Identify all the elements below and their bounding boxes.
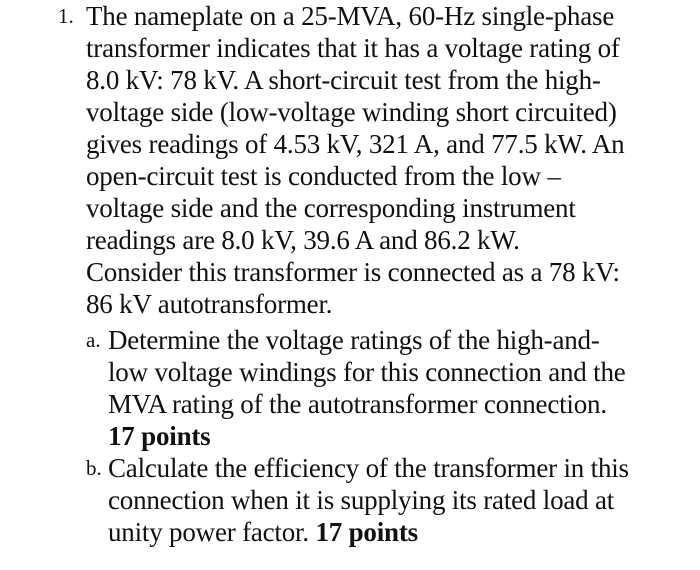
part-b-label: b.: [86, 456, 102, 480]
problem-line: The nameplate on a 25-MVA, 60-Hz single-phase: [86, 1, 615, 31]
part-a-points: 17 points: [108, 421, 211, 451]
problem-line: voltage side (low-voltage winding short circuited): [86, 97, 617, 127]
problem-line: readings are 8.0 kV, 39.6 A and 86.2 kW.: [86, 225, 520, 255]
part-a-label: a.: [86, 328, 101, 352]
part-a-line: Determine the voltage ratings of the high-and-: [108, 325, 600, 355]
problem-line: gives readings of 4.53 kV, 321 A, and 77.5 kW. An: [86, 129, 625, 159]
problem-line: open-circuit test is conducted from the low –: [86, 161, 561, 191]
problem-line: 8.0 kV: 78 kV. A short-circuit test from the high-: [86, 65, 601, 95]
part-b-line: connection when it is supplying its rated load at: [108, 485, 615, 515]
problem-line: 86 kV autotransformer.: [86, 289, 333, 319]
part-b-points: 17 points: [315, 517, 418, 547]
part-a-line: MVA rating of the autotransformer connection.: [108, 389, 607, 419]
problem-line: Consider this transformer is connected as a 78 kV:: [86, 257, 620, 287]
part-a-line: low voltage windings for this connection and the: [108, 357, 626, 387]
problem-line: transformer indicates that it has a voltage rating of: [86, 33, 620, 63]
part-b-line: Calculate the efficiency of the transformer in this: [108, 453, 629, 483]
problem-number: 1.: [58, 4, 74, 28]
part-b-last-line: [108, 516, 418, 548]
problem-line: voltage side and the corresponding instrument: [86, 193, 576, 223]
part-b-last-text: unity power factor.: [108, 517, 309, 547]
